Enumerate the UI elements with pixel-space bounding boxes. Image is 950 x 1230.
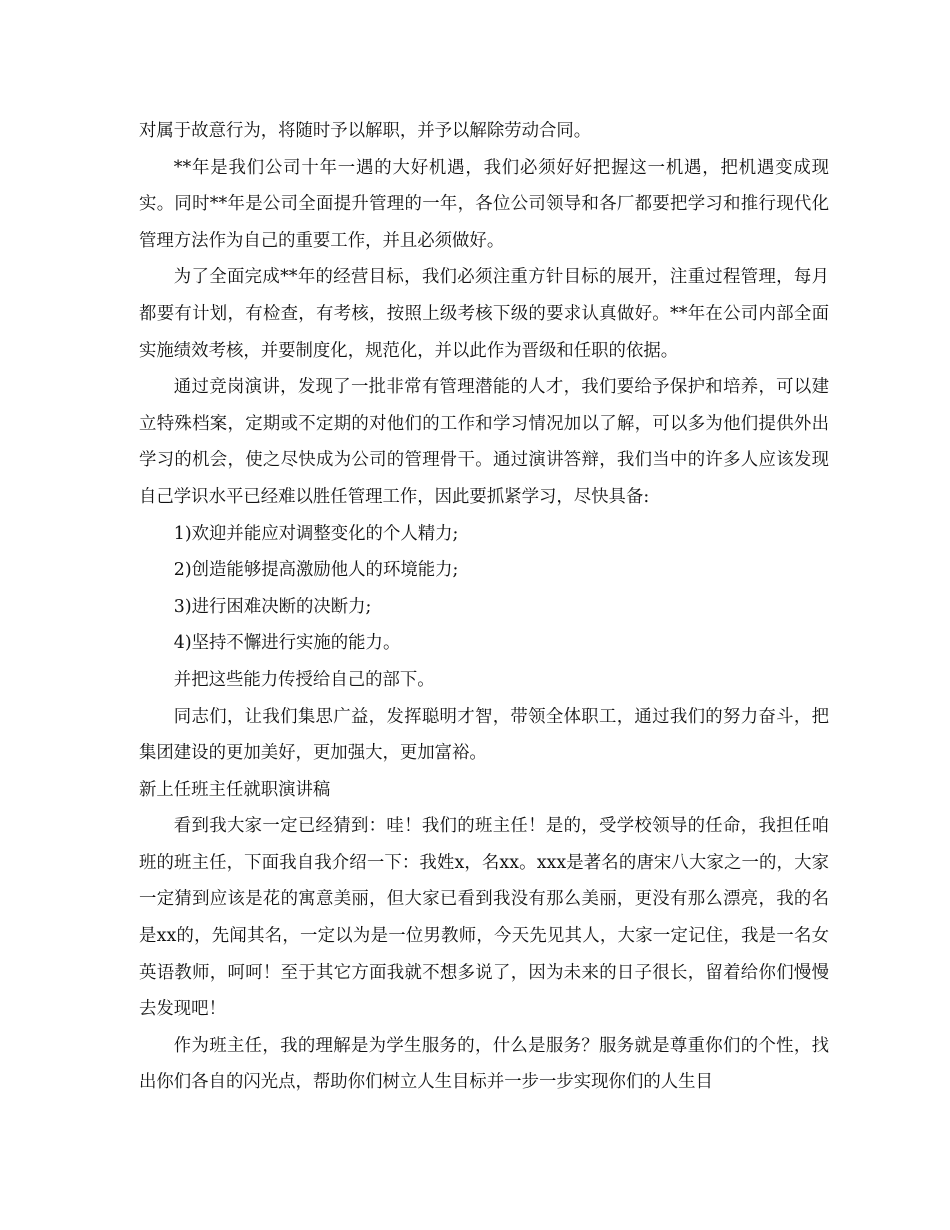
paragraph-4: 通过竞岗演讲，发现了一批非常有管理潜能的人才，我们要给予保护和培养，可以建立特殊档案，定期或不定期的对他们的工作和学习情况加以了解，可以多为他们提供外出学习的机会，使之尽快成为公司的管理骨干。通过演讲答辩，我们当中的许多人应该发现自己学识水平已经难以胜任管理工作，因此要抓紧学习，尽快具备: [139, 377, 829, 507]
paragraph-1: 对属于故意行为，将随时予以解职，并予以解除劳动合同。 [139, 121, 592, 141]
list-item-2: 2)创造能够提高激励他人的环境能力; [173, 560, 459, 581]
paragraph-5: 并把这些能力传授给自己的部下。 [173, 669, 435, 690]
section-heading: 新上任班主任就职演讲稿 [139, 779, 331, 800]
paragraph-7: 看到我大家一定已经猜到：哇！我们的班主任！是的，受学校领导的任命，我担任咱班的班主任，下面我自我介绍一下：我姓x，名xx。xxx是著名的唐宋八大家之一的，大家一定猜到应该是花的寓意美丽，但大家已看到我没有那么美丽，更没有那么漂亮，我的名是xx的，先闻其名，一定以为是一位男教师，今天先见其人，大家一定记住，我是一名女英语教师，呵呵！至于其它方面我就不想多说了，因为未来的日子很长，留着给你们慢慢去发现吧！ [139, 816, 829, 1020]
list-item-3: 3)进行困难决断的决断力; [173, 596, 372, 617]
paragraph-6: 同志们，让我们集思广益，发挥聪明才智，带领全体职工，通过我们的努力奋斗，把集团建设的更加美好，更加强大，更加富裕。 [139, 706, 829, 764]
paragraph-8: 作为班主任，我的理解是为学生服务的，什么是服务？服务就是尊重你们的个性，找出你们各自的闪光点，帮助你们树立人生目标并一步一步实现你们的人生目 [139, 1035, 829, 1093]
document-body [139, 113, 829, 1101]
paragraph-3: 为了全面完成**年的经营目标，我们必须注重方针目标的展开，注重过程管理，每月都要有计划，有检查，有考核，按照上级考核下级的要求认真做好。**年在公司内部全面实施绩效考核，并要制度化，规范化，并以此作为晋级和任职的依据。 [139, 267, 829, 361]
list-item-1: 1)欢迎并能应对调整变化的个人精力; [173, 523, 459, 544]
list-item-4: 4)坚持不懈进行实施的能力。 [173, 633, 401, 654]
paragraph-2: **年是我们公司十年一遇的大好机遇，我们必须好好把握这一机遇，把机遇变成现实。同时**年是公司全面提升管理的一年，各位公司领导和各厂都要把学习和推行现代化管理方法作为自己的重要工作，并且必须做好。 [139, 157, 829, 251]
